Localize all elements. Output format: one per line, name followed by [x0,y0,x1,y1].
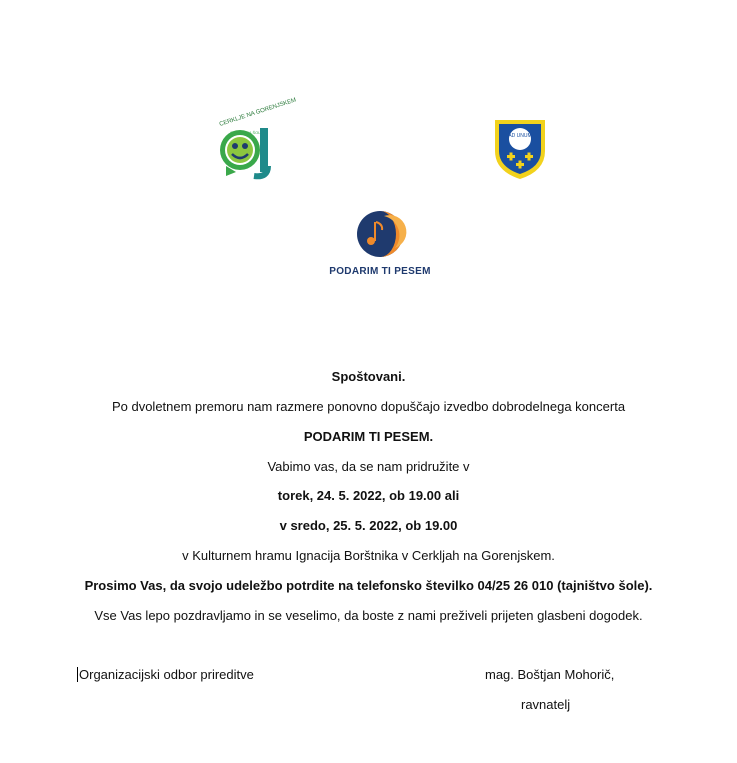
signature-organizers: Organizacijski odbor prireditve [79,667,254,682]
closing-text: Vse Vas lepo pozdravljamo in se veselimo, da boste z nami preživeli prijeten glasbeni dogodek. [94,608,643,623]
crest-icon [492,117,548,181]
school-logo-icon [204,97,298,182]
crest-logo [492,117,548,181]
school-logo-text-top: CERKLJE NA GORENJSKEM [218,97,298,128]
signature-principal-title: ravnatelj [521,697,571,712]
music-note-moon-icon [355,208,405,262]
intro-text: Po dvoletnem premoru nam razmere ponovno dopuščajo izvedbo dobrodelnega koncerta [111,399,626,414]
podarim-logo [355,208,405,262]
school-logo-text-side: ŠOLA [252,130,264,135]
date-first: torek, 24. 5. 2022, ob 19.00 ali [277,488,460,503]
invite-text: Vabimo vas, da se nam pridružite v [267,459,470,474]
date-second: v sredo, 25. 5. 2022, ob 19.00 [279,518,458,533]
concert-title: PODARIM TI PESEM. [303,429,434,444]
school-logo [204,97,298,182]
signature-principal-name: mag. Boštjan Mohorič, [485,667,615,682]
rsvp-text: Prosimo Vas, da svojo udeležbo potrdite na telefonsko številko 04/25 26 010 (tajništvo šole). [84,578,653,593]
greeting: Spoštovani. [331,369,406,384]
podarim-logo-caption: PODARIM TI PESEM [329,266,431,277]
crest-motto: AD UNUM [508,133,532,139]
venue-text: v Kulturnem hramu Ignacija Borštnika v Cerkljah na Gorenjskem. [182,548,555,563]
